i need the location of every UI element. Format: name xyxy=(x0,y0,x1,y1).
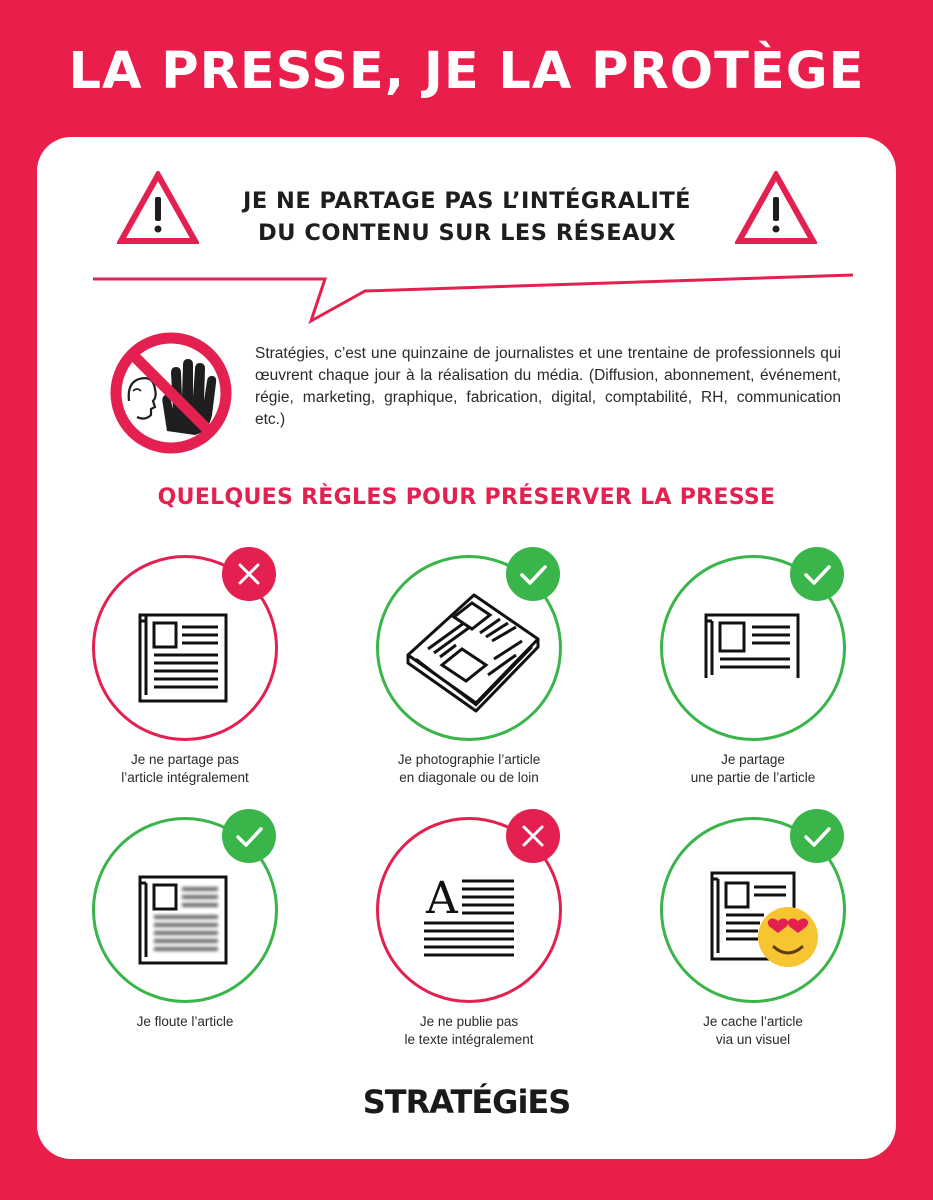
check-badge xyxy=(790,809,844,863)
svg-text:A: A xyxy=(426,873,458,924)
brand-logo: STRATÉGiES xyxy=(362,1083,571,1121)
speech-bubble-tail xyxy=(93,269,853,325)
rule-caption: Je floute l’article xyxy=(136,1014,234,1029)
page-title: LA PRESSE, JE LA PROTÈGE xyxy=(68,42,865,101)
cross-icon xyxy=(222,547,276,601)
rules-title: QUELQUES RÈGLES POUR PRÉSERVER LA PRESSE xyxy=(157,485,776,510)
rule-item xyxy=(59,817,299,1047)
description-text: Stratégies, c’est une quinzaine de journalistes et une trentaine de professionnels qui œuvrent chaque jour à la réalisation du média. (Diffusion, abonnement, événement, régie, marketing, graphique, fabrication, digital, comptabilité, RH, communication etc.) xyxy=(255,345,841,428)
stop-hand-icon xyxy=(109,331,233,455)
content-card xyxy=(37,137,896,1159)
rule-caption: Je ne publie pas le texte intégralement xyxy=(404,1014,534,1047)
checkmark-icon xyxy=(222,809,276,863)
rule-item xyxy=(343,817,583,1047)
rule-item xyxy=(627,555,867,785)
cross-icon xyxy=(506,809,560,863)
rule-caption: Je ne partage pas l’article intégralement xyxy=(121,752,249,785)
rule-caption: Je cache l’article via un visuel xyxy=(703,1014,803,1047)
cross-badge xyxy=(506,809,560,863)
checkmark-icon xyxy=(506,547,560,601)
warning-line-1: JE NE PARTAGE PAS L’INTÉGRALITÉ xyxy=(242,188,692,214)
checkmark-icon xyxy=(790,547,844,601)
cross-badge xyxy=(222,547,276,601)
warning-message xyxy=(177,185,757,249)
rule-item xyxy=(627,817,867,1047)
rule-caption: Je photographie l’article en diagonale ou de loin xyxy=(397,752,541,785)
check-badge xyxy=(506,547,560,601)
warning-line-2: DU CONTENU SUR LES RÉSEAUX xyxy=(258,220,676,246)
rule-item xyxy=(343,555,583,785)
rule-item xyxy=(59,555,299,785)
rule-caption: Je partage une partie de l’article xyxy=(690,752,816,785)
check-badge xyxy=(222,809,276,863)
checkmark-icon xyxy=(790,809,844,863)
check-badge xyxy=(790,547,844,601)
